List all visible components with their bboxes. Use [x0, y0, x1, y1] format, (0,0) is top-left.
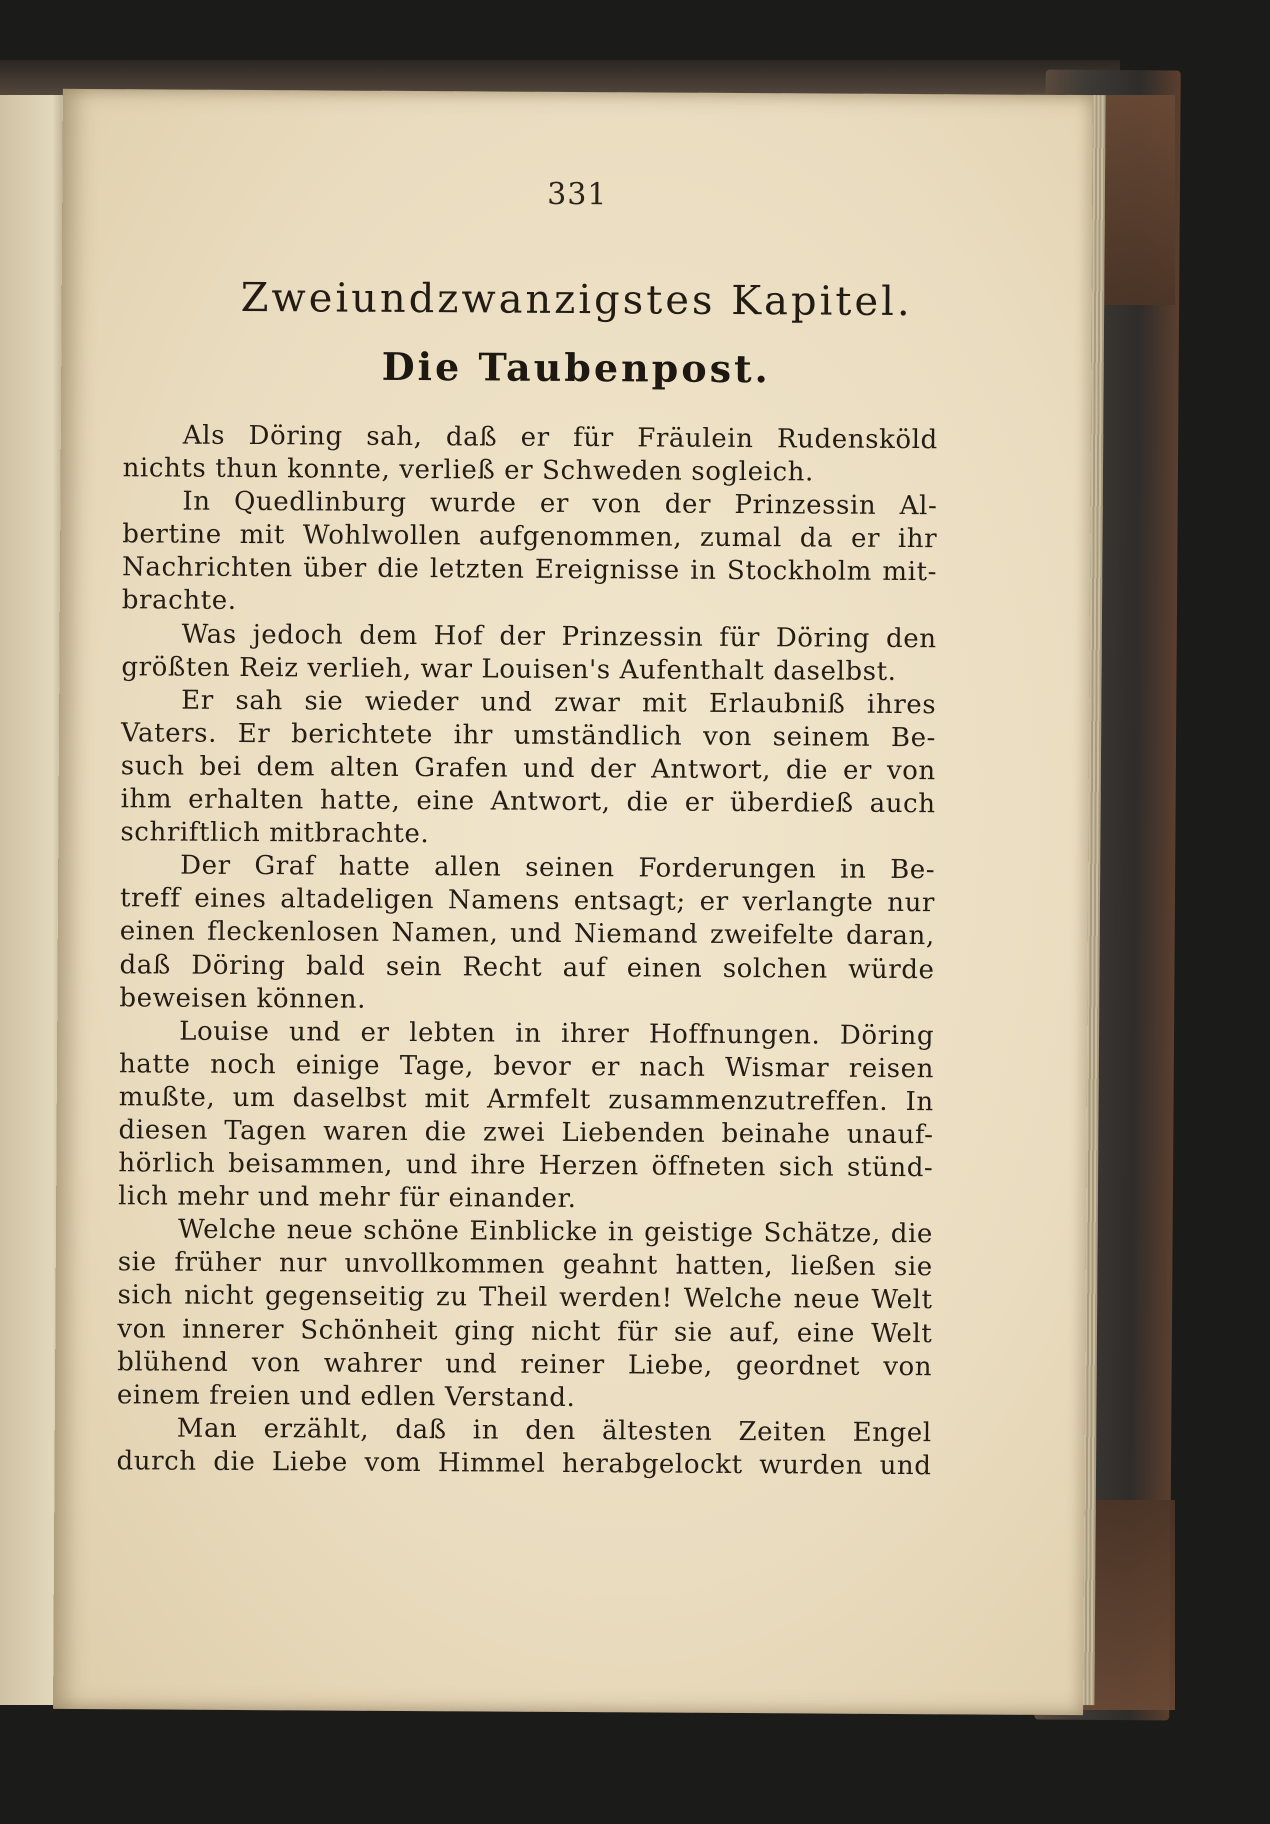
- text-line: Louise und er lebten in ihrer Hoffnungen. Döring: [179, 1016, 935, 1051]
- text-line: Welche neue schöne Einblicke in geistige Schätze, die: [177, 1214, 934, 1250]
- text-line: Der Graf hatte allen seinen Forderungen in Be-: [180, 850, 936, 886]
- chapter-title: Zweiundzwanzigstes Kapitel.: [240, 274, 913, 326]
- text-line: daß Döring bald sein Recht auf einen solchen würde: [119, 949, 935, 985]
- text-line: hörlich beisammen, und ihre Herzen öffneten sich stünd-: [118, 1148, 934, 1184]
- text-line: Vaters. Er berichtete ihr umständlich von seinem Be-: [120, 718, 937, 754]
- text-line: such bei dem alten Grafen und der Antwort, die er von: [120, 751, 936, 787]
- text-line: einen fleckenlosen Namen, und Niemand zweifelte daran,: [119, 916, 935, 952]
- text-line: blühend von wahrer und reiner Liebe, geordnet von: [117, 1346, 933, 1382]
- text-line: durch die Liebe vom Himmel herabgelockt wurden und: [116, 1446, 932, 1482]
- text-line: treff eines altadeligen Namens entsagt; er verlangte nur: [119, 883, 936, 919]
- text-line: sie früher nur unvollkommen geahnt hatten, ließen sie: [117, 1247, 933, 1283]
- text-line: Man erzählt, daß in den ältesten Zeiten Engel: [176, 1413, 932, 1449]
- book-page: [53, 89, 1093, 1715]
- page-number: 331: [547, 176, 608, 213]
- text-line: schriftlich mitbrachte.: [120, 817, 430, 850]
- text-line: lich mehr und mehr für einander.: [118, 1181, 577, 1215]
- body-text: [116, 419, 937, 1483]
- text-line: einem freien und edlen Verstand.: [116, 1379, 576, 1413]
- text-line: bertine mit Wohlwollen aufgenommen, zumal da er ihr: [122, 519, 938, 555]
- text-line: mußte, um daselbst mit Armfelt zusammenzutreffen. In: [118, 1082, 934, 1118]
- text-line: diesen Tagen waren die zwei Liebenden beinahe unauf-: [118, 1115, 934, 1151]
- text-line: brachte.: [121, 585, 237, 617]
- text-line: von innerer Schönheit ging nicht für sie auf, eine Welt: [117, 1313, 933, 1349]
- text-line: In Quedlinburg wurde er von der Prinzessin Al-: [182, 486, 938, 522]
- text-line: ihm erhalten hatte, eine Antwort, die er überdieß auch: [120, 784, 936, 820]
- text-line: sich nicht gegenseitig zu Theil werden! Welche neue Welt: [117, 1280, 933, 1316]
- text-line: Als Döring sah, daß er für Fräulein Rudensköld: [182, 420, 938, 456]
- text-line: Was jedoch dem Hof der Prinzessin für Döring den: [181, 619, 937, 654]
- text-line: hatte noch einige Tage, bevor er nach Wismar reisen: [118, 1049, 935, 1084]
- section-title: Die Taubenpost.: [381, 343, 771, 392]
- text-line: nichts thun konnte, verließ er Schweden sogleich.: [122, 453, 815, 488]
- text-line: größten Reiz verlieh, war Louisen's Aufenthalt daselbst.: [121, 651, 897, 687]
- text-line: beweisen können.: [119, 982, 367, 1015]
- text-line: Nachrichten über die letzten Ereignisse in Stockholm mit-: [121, 552, 938, 588]
- text-line: Er sah sie wieder und zwar mit Erlaubniß ihres: [181, 685, 937, 720]
